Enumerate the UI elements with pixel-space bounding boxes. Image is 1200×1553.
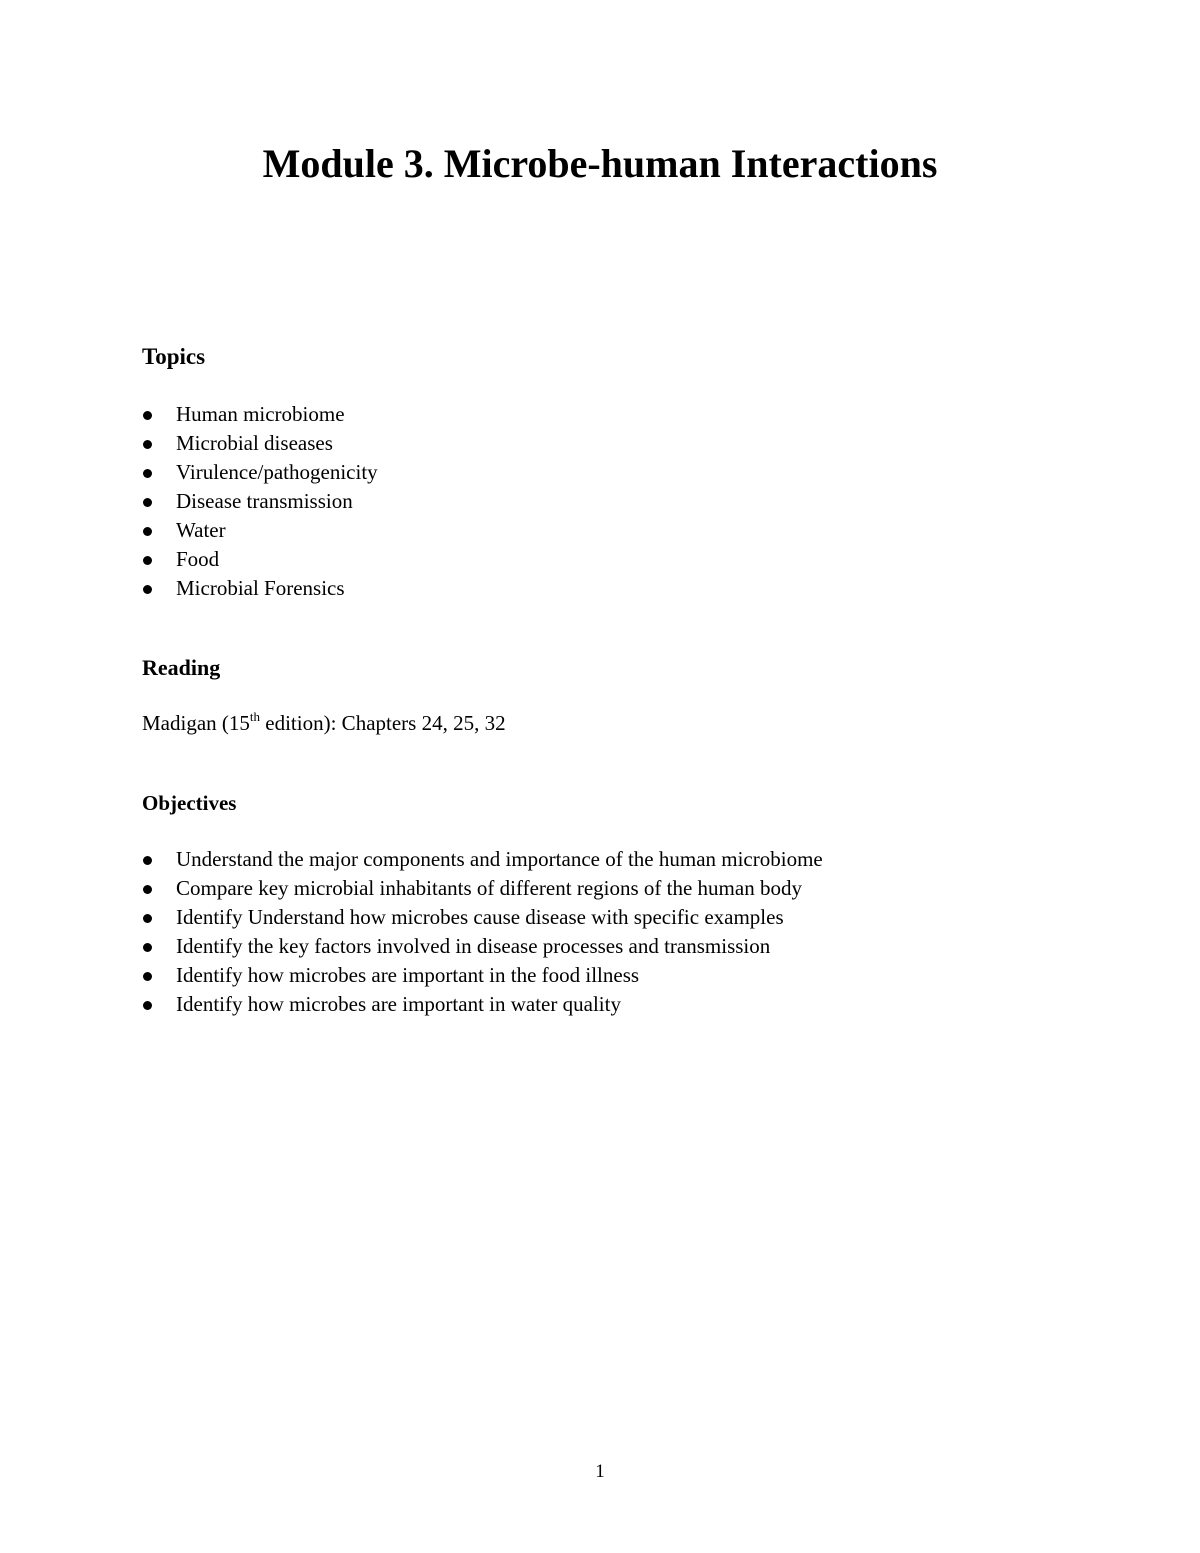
- reading-superscript: th: [249, 709, 261, 724]
- list-item: [142, 574, 378, 603]
- list-item: [142, 990, 823, 1019]
- topic-text: Microbial diseases: [176, 431, 333, 455]
- bullet-icon: [143, 585, 152, 594]
- bullet-icon: [143, 527, 152, 536]
- topic-text: Human microbiome: [176, 402, 345, 426]
- list-item: [142, 961, 823, 990]
- list-item: [142, 545, 378, 574]
- objective-text: Identify how microbes are important in the food illness: [176, 963, 640, 987]
- list-item: [142, 874, 823, 903]
- objectives-list: [142, 845, 823, 1019]
- objective-text: Identify the key factors involved in disease processes and transmission: [176, 934, 771, 958]
- objective-text: Identify how microbes are important in water quality: [176, 992, 621, 1016]
- reading-text-before: Madigan (15: [142, 711, 250, 735]
- topics-heading: Topics: [142, 344, 206, 369]
- bullet-icon: [143, 1001, 152, 1010]
- objective-text: Identify Understand how microbes cause disease with specific examples: [176, 905, 784, 929]
- list-item: [142, 429, 378, 458]
- list-item: [142, 845, 823, 874]
- list-item: [142, 400, 378, 429]
- objectives-heading: Objectives: [142, 791, 237, 815]
- bullet-icon: [143, 914, 152, 923]
- list-item: [142, 487, 378, 516]
- topic-text: Disease transmission: [176, 489, 353, 513]
- reading-heading: Reading: [142, 655, 221, 680]
- topic-text: Virulence/pathogenicity: [176, 460, 378, 484]
- bullet-icon: [143, 469, 152, 478]
- list-item: [142, 932, 823, 961]
- bullet-icon: [143, 498, 152, 507]
- topic-text: Microbial Forensics: [176, 576, 345, 600]
- page-number: 1: [595, 1461, 605, 1482]
- bullet-icon: [143, 411, 152, 420]
- objective-text: Understand the major components and importance of the human microbiome: [176, 847, 823, 871]
- page-title: Module 3. Microbe-human Interactions: [262, 141, 938, 186]
- list-item: [142, 458, 378, 487]
- objective-text: Compare key microbial inhabitants of different regions of the human body: [176, 876, 802, 900]
- reading-text-after: edition): Chapters 24, 25, 32: [260, 711, 506, 735]
- bullet-icon: [143, 556, 152, 565]
- reading-reference: [142, 708, 506, 738]
- topic-text: Food: [176, 547, 220, 571]
- list-item: [142, 903, 823, 932]
- list-item: [142, 516, 378, 545]
- bullet-icon: [143, 972, 152, 981]
- bullet-icon: [143, 856, 152, 865]
- bullet-icon: [143, 885, 152, 894]
- bullet-icon: [143, 440, 152, 449]
- bullet-icon: [143, 943, 152, 952]
- topics-list: [142, 400, 378, 603]
- topic-text: Water: [176, 518, 226, 542]
